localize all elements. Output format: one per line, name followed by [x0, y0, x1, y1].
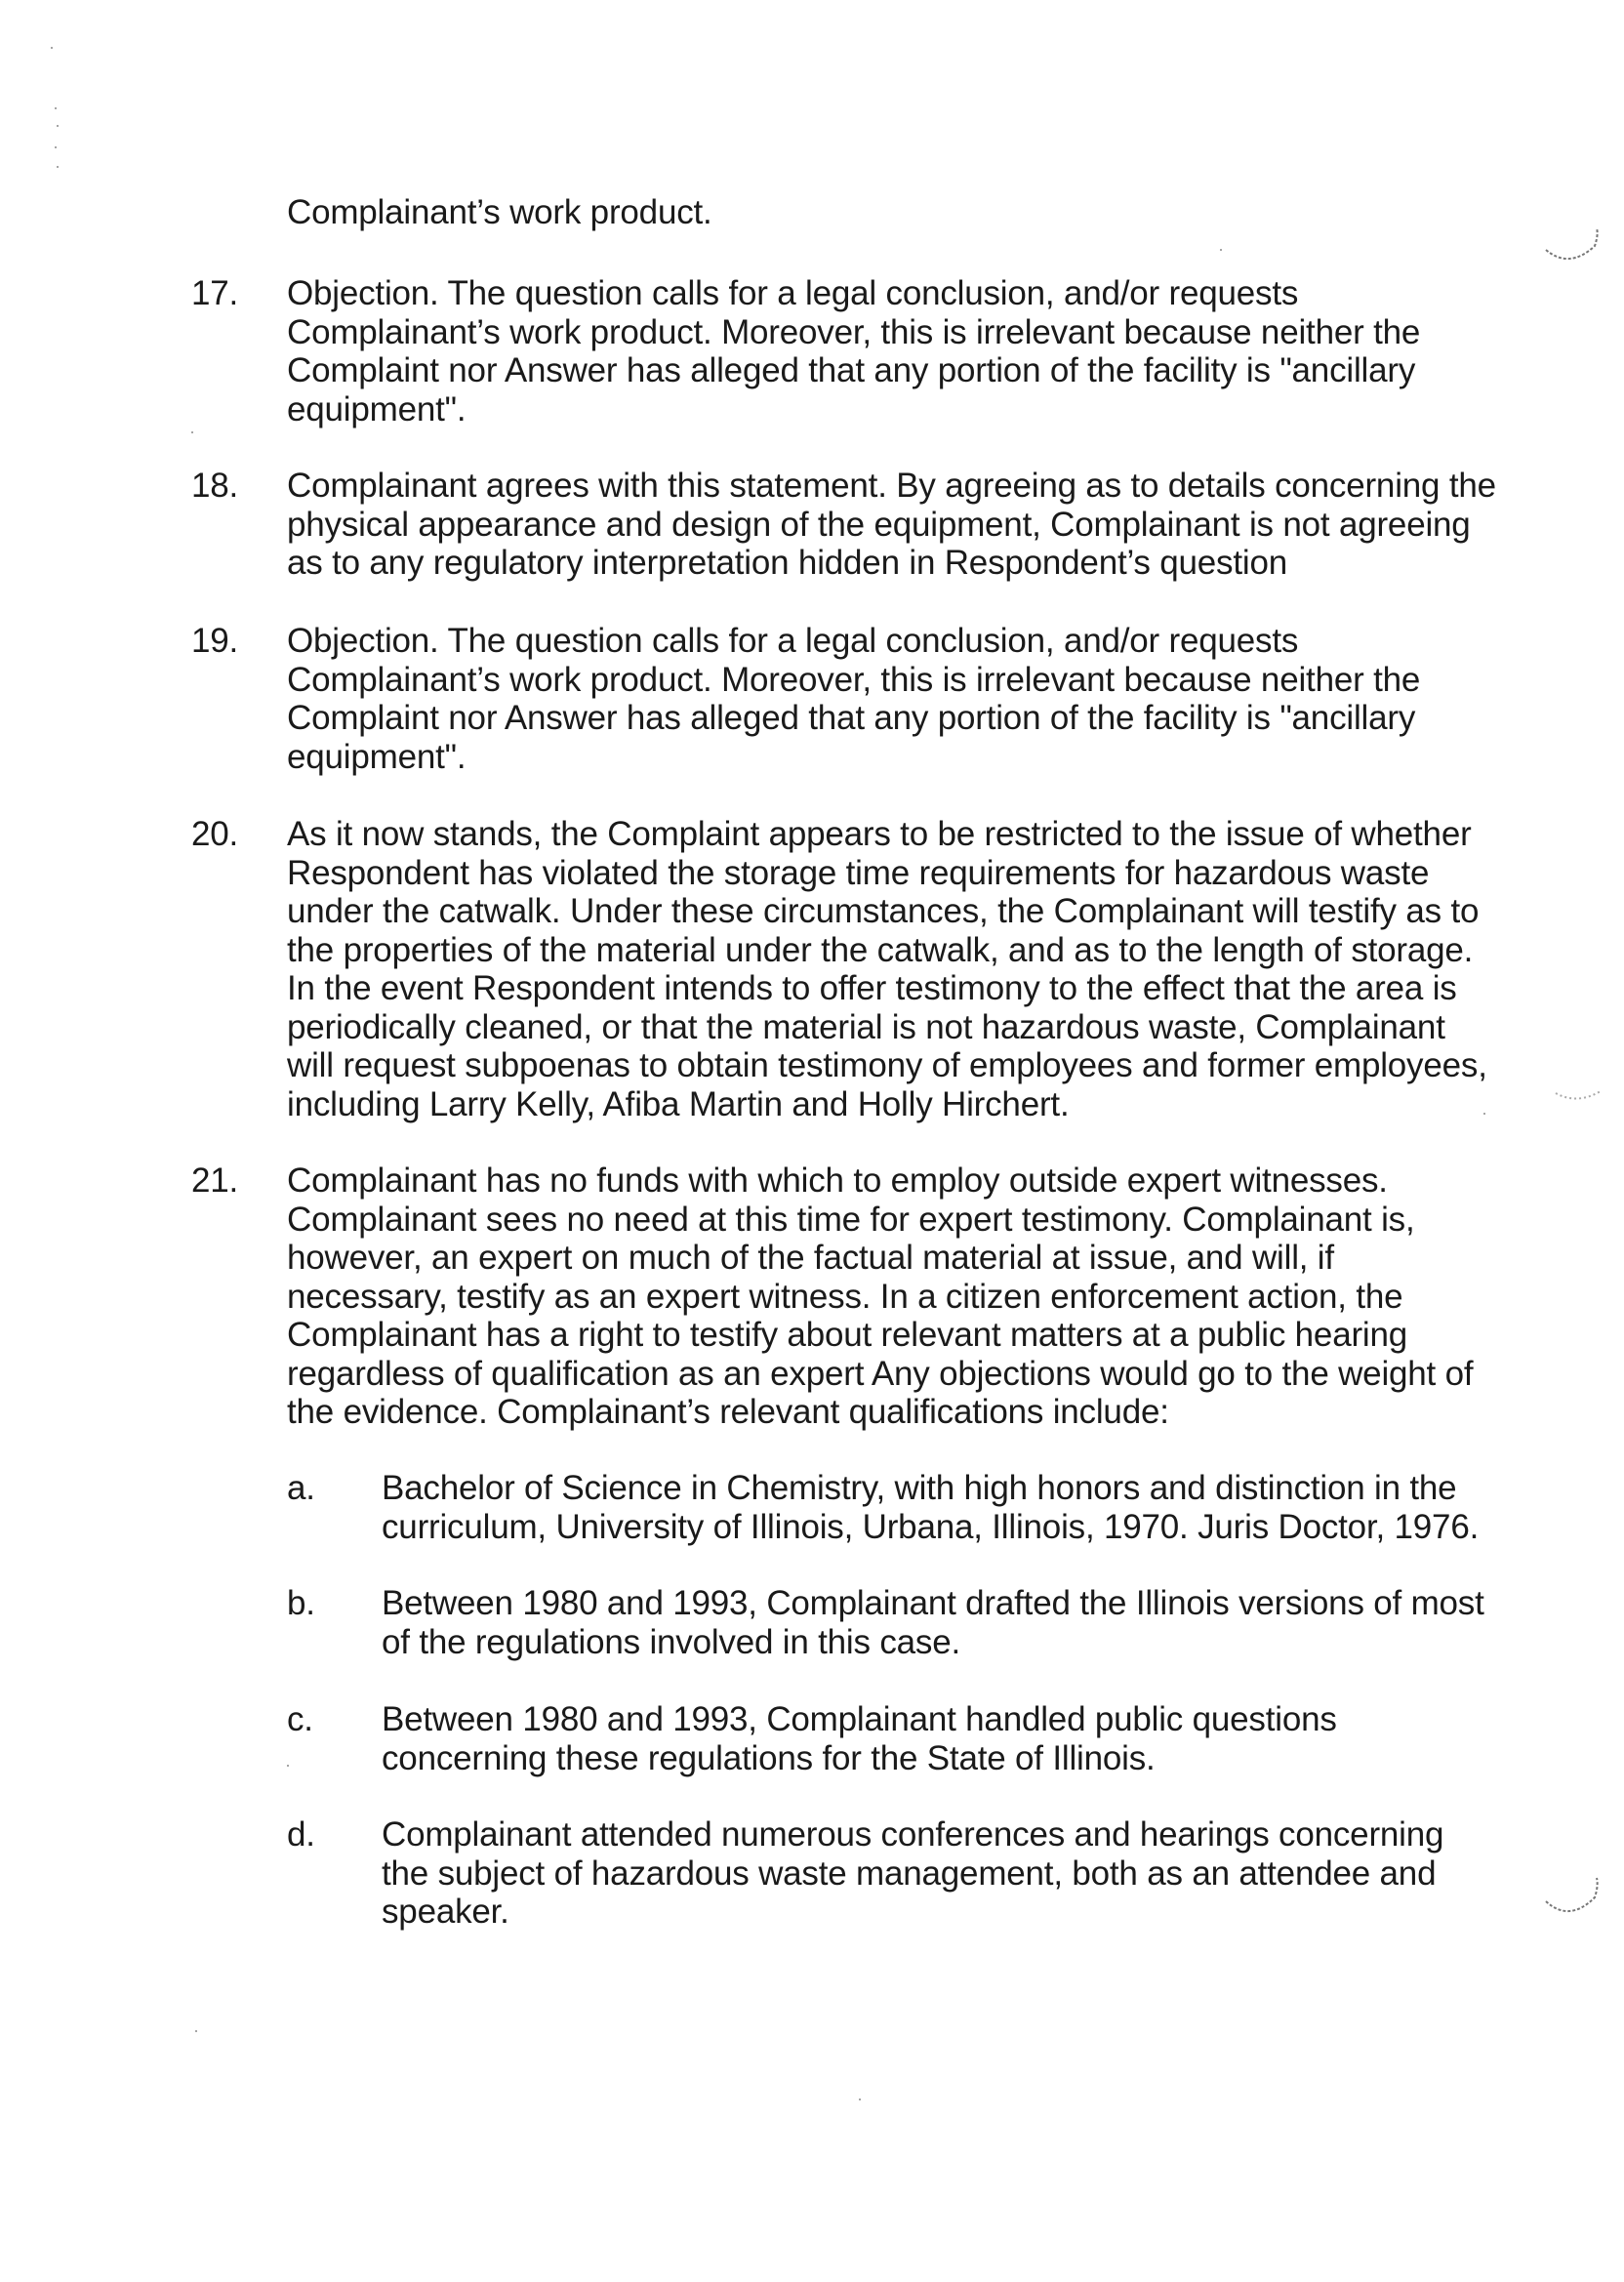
sub-paragraph-label: b.: [287, 1584, 315, 1622]
paragraph-number: 19.: [191, 622, 239, 660]
scan-speck: [51, 47, 53, 49]
paragraph-number: 17.: [191, 274, 239, 312]
text-line: under the catwalk. Under these circumstances, the Complainant will testify as to: [287, 892, 1480, 930]
hole-punch-mark: [1552, 1074, 1610, 1122]
text-line: curriculum, University of Illinois, Urbana, Illinois, 1970. Juris Doctor, 1976.: [382, 1507, 1480, 1546]
text-line: physical appearance and design of the equipment, Complainant is not agreeing: [287, 505, 1471, 544]
scan-speck: [1220, 249, 1222, 251]
text-line: including Larry Kelly, Afiba Martin and Holly Hirchert.: [287, 1084, 1070, 1123]
text-line: Bachelor of Science in Chemistry, with high honors and distinction in the: [382, 1469, 1457, 1507]
text-line: Complainant agrees with this statement. By agreeing as to details concerning the: [287, 467, 1496, 505]
hole-punch-mark: [1542, 1874, 1601, 1933]
sub-paragraph-label: a.: [287, 1469, 315, 1507]
paragraph-number: 20.: [191, 815, 239, 853]
text-line: periodically cleaned, or that the material is not hazardous waste, Complainant: [287, 1007, 1445, 1046]
text-line: Complaint nor Answer has alleged that any portion of the facility is "ancillary: [287, 351, 1416, 389]
text-line: Between 1980 and 1993, Complainant drafted the Illinois versions of most: [382, 1584, 1484, 1622]
sub-paragraph-body: [382, 1815, 1504, 1932]
scan-speck: [57, 166, 59, 168]
text-line: equipment".: [287, 389, 467, 428]
paragraph-body: [287, 1161, 1502, 1432]
text-line: the subject of hazardous waste management, both as an attendee and: [382, 1854, 1437, 1893]
text-line: Complainant’s work product.: [287, 193, 712, 231]
sub-paragraph-label: c.: [287, 1700, 313, 1738]
text-line: Complainant has a right to testify about relevant matters at a public hearing: [287, 1316, 1408, 1354]
text-line: Respondent has violated the storage time requirements for hazardous waste: [287, 853, 1430, 892]
text-line: regardless of qualification as an expert Any objections would go to the weight of: [287, 1354, 1474, 1393]
hole-punch-mark: [1542, 224, 1601, 273]
hole-punch-curve: [1546, 1878, 1598, 1911]
text-line: equipment".: [287, 737, 467, 776]
hole-punch-curve: [1556, 1091, 1601, 1099]
paragraph-body: [287, 622, 1502, 776]
text-line: Complainant sees no need at this time for expert testimony. Complainant is,: [287, 1200, 1415, 1239]
text-line: necessary, testify as an expert witness. In a citizen enforcement action, the: [287, 1277, 1403, 1316]
paragraph-body: [287, 467, 1502, 583]
continuation-paragraph: [287, 193, 1497, 232]
text-line: speaker.: [382, 1893, 509, 1931]
text-line: Between 1980 and 1993, Complainant handled public questions: [382, 1700, 1337, 1738]
text-line: will request subpoenas to obtain testimony of employees and former employees,: [287, 1046, 1487, 1084]
scan-speck: [859, 2099, 861, 2100]
text-line: of the regulations involved in this case.: [382, 1622, 960, 1661]
paragraph-number: 21.: [191, 1161, 239, 1200]
text-line: Complainant attended numerous conferences and hearings concerning: [382, 1815, 1444, 1854]
text-line: as to any regulatory interpretation hidden in Respondent’s question: [287, 544, 1287, 582]
paragraph-body: [287, 815, 1502, 1123]
text-line: Objection. The question calls for a legal conclusion, and/or requests: [287, 274, 1299, 312]
paragraph-number: 18.: [191, 467, 239, 505]
scan-speck: [55, 146, 57, 148]
text-line: Complainant’s work product. Moreover, this is irrelevant because neither the: [287, 312, 1421, 351]
sub-paragraph-body: [382, 1700, 1504, 1777]
text-line: however, an expert on much of the factual material at issue, and will, if: [287, 1239, 1334, 1277]
paragraph-body: [287, 274, 1502, 428]
text-line: the evidence. Complainant’s relevant qualifications include:: [287, 1393, 1169, 1431]
text-line: concerning these regulations for the State of Illinois.: [382, 1738, 1156, 1777]
hole-punch-curve: [1546, 228, 1598, 259]
scan-speck: [195, 2030, 197, 2032]
text-line: In the event Respondent intends to offer testimony to the effect that the area is: [287, 969, 1457, 1007]
text-line: Complaint nor Answer has alleged that any portion of the facility is "ancillary: [287, 699, 1416, 737]
sub-paragraph-label: d.: [287, 1815, 315, 1854]
text-line: Complainant has no funds with which to employ outside expert witnesses.: [287, 1161, 1388, 1200]
scan-speck: [57, 125, 59, 127]
scan-speck: [287, 1765, 289, 1767]
text-line: As it now stands, the Complaint appears to be restricted to the issue of whether: [287, 815, 1472, 853]
scan-speck: [191, 431, 193, 433]
sub-paragraph-body: [382, 1469, 1504, 1546]
text-line: Complainant’s work product. Moreover, this is irrelevant because neither the: [287, 660, 1421, 699]
text-line: the properties of the material under the catwalk, and as to the length of storage.: [287, 930, 1474, 969]
text-line: Objection. The question calls for a legal conclusion, and/or requests: [287, 622, 1299, 660]
scan-speck: [55, 107, 57, 109]
sub-paragraph-body: [382, 1584, 1504, 1661]
scan-speck: [1483, 1113, 1485, 1115]
